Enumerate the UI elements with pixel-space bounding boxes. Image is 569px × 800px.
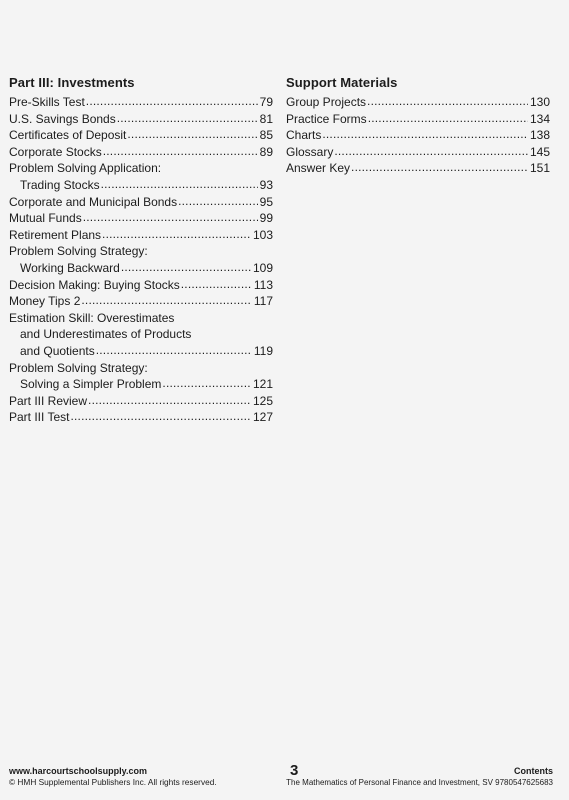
toc-page-number: 145: [529, 144, 550, 159]
toc-entry-title: Mutual Funds: [9, 211, 82, 226]
toc-page-number: 130: [529, 95, 550, 109]
toc-entry: [286, 94, 550, 111]
dot-leader: [181, 276, 252, 293]
toc-entry-title: Working Backward: [20, 260, 120, 275]
toc-entry-title: Glossary: [286, 144, 334, 159]
toc-page-number: 79: [259, 95, 273, 109]
dot-leader: [101, 176, 258, 193]
toc-line: [9, 343, 273, 360]
toc-page-number: 93: [259, 177, 273, 192]
publisher-url[interactable]: www.harcourtschoolsupply.com: [9, 766, 148, 776]
footer-right: [286, 766, 553, 788]
toc-entry-title: Retirement Plans: [9, 227, 102, 242]
toc-line: [9, 277, 273, 294]
toc-entry: [9, 144, 273, 161]
toc-entry-title: Certificates of Deposit: [9, 128, 127, 143]
toc-line: [9, 194, 273, 211]
toc-entry: [9, 310, 273, 360]
toc-line: [9, 409, 273, 426]
toc-page-number: 85: [259, 128, 273, 143]
toc-line: [9, 243, 273, 260]
toc-line: [9, 293, 273, 310]
toc-page-number: 134: [529, 111, 550, 126]
toc-entry-title: Practice Forms: [286, 111, 367, 126]
toc-entry: [286, 127, 550, 144]
toc-page-number: 81: [259, 111, 273, 126]
toc-page-number: 99: [259, 211, 273, 226]
dot-leader: [367, 93, 528, 110]
dot-leader: [117, 110, 258, 127]
toc-line: [9, 326, 273, 343]
toc-entry-title: Corporate Stocks: [9, 144, 102, 159]
dot-leader: [102, 226, 251, 243]
toc-line: [9, 393, 273, 410]
toc-page-number: 109: [252, 260, 273, 275]
dot-leader: [103, 143, 258, 160]
toc-entry: [286, 160, 550, 177]
footer-left: [9, 766, 217, 788]
toc-line: [9, 111, 273, 128]
toc-line: [9, 376, 273, 393]
toc-entry: [9, 243, 273, 276]
toc-entry-title: Trading Stocks: [20, 177, 100, 192]
dot-leader: [178, 193, 258, 210]
support-materials-entries: [286, 94, 550, 177]
dot-leader: [127, 126, 257, 143]
toc-page-number: 125: [252, 393, 273, 408]
toc-line: [9, 144, 273, 161]
toc-line: [286, 111, 550, 128]
section-title-investments: Part III: Investments: [9, 75, 135, 90]
toc-page-number: 89: [259, 144, 273, 159]
toc-entry-title: Pre-Skills Test: [9, 95, 85, 109]
toc-entry: [9, 277, 273, 294]
running-section-title: Contents: [514, 766, 553, 776]
toc-entry: [9, 210, 273, 227]
toc-page-number: 117: [253, 294, 273, 309]
toc-entry: [286, 111, 550, 128]
toc-line: [286, 127, 550, 144]
toc-page-number: 151: [529, 161, 550, 176]
toc-entry: [9, 360, 273, 393]
section-title-support-materials: Support Materials: [286, 75, 398, 90]
dot-leader: [96, 342, 252, 359]
toc-entry-title: Group Projects: [286, 95, 367, 109]
toc-entry-title: U.S. Savings Bonds: [9, 111, 116, 126]
toc-line: [9, 210, 273, 227]
toc-line: [9, 360, 273, 377]
toc-entry-title: Problem Solving Strategy:: [9, 360, 148, 375]
dot-leader: [351, 159, 528, 176]
toc-page-number: 119: [253, 343, 273, 358]
toc-entry: [9, 94, 273, 111]
dot-leader: [322, 126, 528, 143]
toc-entry-title: Part III Review: [9, 393, 88, 408]
toc-entry-title: Problem Solving Application:: [9, 161, 162, 176]
investments-entries: [9, 94, 273, 426]
toc-line: [9, 94, 273, 111]
dot-leader: [81, 292, 251, 309]
toc-page-number: 127: [252, 410, 273, 425]
toc-entry-title: Charts: [286, 128, 322, 143]
toc-entry-title: Corporate and Municipal Bonds: [9, 194, 178, 209]
toc-page-number: 103: [252, 227, 273, 242]
toc-page-number: 113: [253, 277, 273, 292]
toc-line: [286, 144, 550, 161]
toc-entry-title: and Underestimates of Products: [20, 327, 192, 342]
toc-entry-title: Estimation Skill: Overestimates: [9, 310, 175, 325]
toc-entry: [9, 393, 273, 410]
toc-entry: [9, 409, 273, 426]
dot-leader: [83, 209, 258, 226]
page-number: 3: [290, 762, 299, 779]
book-title-isbn: The Mathematics of Personal Finance and Investment, SV 9780547625683: [286, 778, 553, 787]
toc-line: [9, 160, 273, 177]
investments-column: [9, 74, 273, 426]
toc-page-number: 121: [252, 377, 273, 392]
toc-entry-title: Money Tips 2: [9, 294, 81, 309]
toc-entry-title: Decision Making: Buying Stocks: [9, 277, 180, 292]
toc-entry-title: Answer Key: [286, 161, 351, 176]
dot-leader: [368, 110, 528, 127]
dot-leader: [121, 259, 251, 276]
toc-entry: [286, 144, 550, 161]
toc-page-number: 95: [259, 194, 273, 209]
dot-leader: [334, 143, 528, 160]
toc-entry: [9, 127, 273, 144]
toc-entry: [9, 111, 273, 128]
toc-entry-title: and Quotients: [20, 343, 95, 358]
toc-entry: [9, 227, 273, 244]
toc-entry: [9, 194, 273, 211]
dot-leader: [88, 392, 251, 409]
toc-line: [286, 160, 550, 177]
support-materials-column: [286, 74, 550, 177]
toc-line: [9, 227, 273, 244]
dot-leader: [70, 408, 251, 425]
dot-leader: [86, 93, 258, 110]
toc-line: [9, 127, 273, 144]
toc-entry-title: Solving a Simpler Problem: [20, 377, 162, 392]
copyright-notice: © HMH Supplemental Publishers Inc. All rights reserved.: [9, 777, 217, 787]
toc-entry: [9, 160, 273, 193]
toc-entry: [9, 293, 273, 310]
toc-line: [9, 310, 273, 327]
dot-leader: [162, 375, 251, 392]
toc-line: [9, 260, 273, 277]
toc-line: [286, 94, 550, 111]
toc-line: [9, 177, 273, 194]
toc-page-number: 138: [529, 128, 550, 143]
toc-entry-title: Part III Test: [9, 410, 70, 425]
toc-entry-title: Problem Solving Strategy:: [9, 244, 148, 259]
